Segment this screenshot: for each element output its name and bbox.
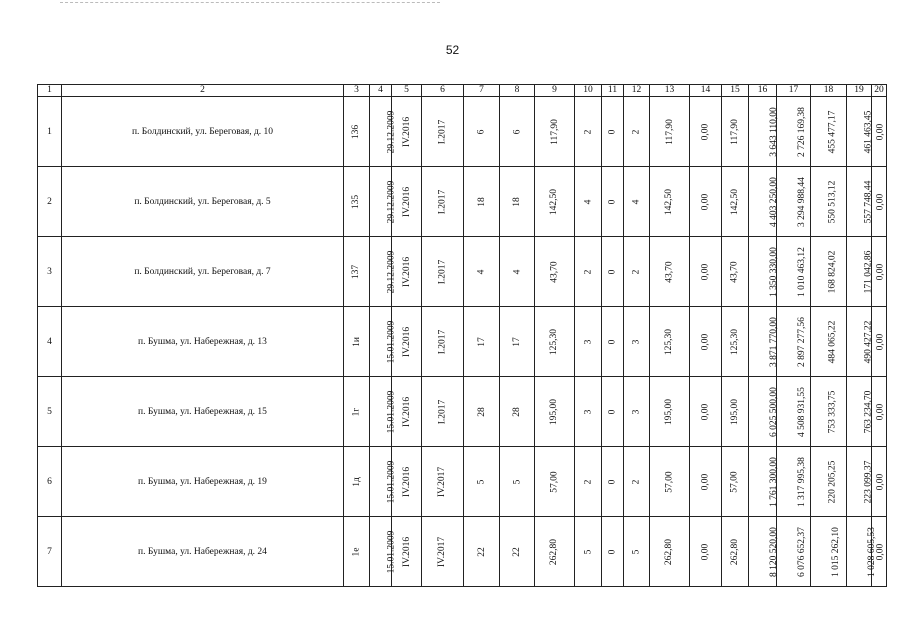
value-cell-col-18 — [811, 237, 847, 307]
value-cell-col-4 — [370, 377, 397, 447]
column-header: 19 — [847, 85, 872, 97]
value-cell-col-8 — [500, 517, 535, 587]
cell-value: 2 — [631, 129, 642, 134]
cell-value: 2 — [583, 269, 593, 274]
value-cell-col-20 — [872, 167, 887, 237]
value-cell-col-15 — [722, 377, 749, 447]
cell-value: I.2017 — [437, 329, 448, 354]
value-cell-col-19 — [847, 517, 877, 587]
value-cell-col-6 — [422, 447, 464, 517]
cell-value: 29.12.2009 — [386, 250, 397, 293]
cell-value: 43,70 — [549, 260, 560, 283]
cell-value: 6 — [512, 129, 522, 134]
column-header: 8 — [500, 85, 535, 97]
cell-value: 0,00 — [875, 543, 886, 560]
value-cell-col-14 — [690, 447, 722, 517]
cell-value: 15.01.2009 — [386, 320, 397, 363]
value-cell-col-20 — [872, 377, 887, 447]
value-cell-col-14 — [690, 167, 722, 237]
cell-value: 125,30 — [730, 328, 741, 355]
value-cell-col-13 — [650, 517, 690, 587]
cell-value: 0,00 — [700, 543, 711, 560]
cell-value: 3 — [583, 409, 593, 414]
value-cell-col-13 — [650, 167, 690, 237]
value-cell-col-17 — [777, 167, 811, 237]
cell-value: 168 824,02 — [827, 250, 838, 293]
value-cell-col-10 — [575, 237, 602, 307]
cell-value: 142,50 — [730, 188, 741, 215]
value-cell-col-10 — [575, 447, 602, 517]
value-cell-col-10 — [575, 377, 602, 447]
cell-value: 28 — [512, 406, 522, 417]
cell-value: 15.01.2009 — [386, 390, 397, 433]
cell-value: 6 025 500,00 — [768, 386, 779, 437]
value-cell-col-4 — [370, 97, 397, 167]
value-cell-col-8 — [500, 377, 535, 447]
cell-value: 43,70 — [730, 260, 740, 283]
table-row — [38, 97, 887, 167]
value-cell-col-14 — [690, 517, 722, 587]
value-cell-col-8 — [500, 167, 535, 237]
address-cell: п. Бушма, ул. Набережная, д. 13 — [62, 307, 344, 377]
cell-value: 4 — [512, 269, 522, 274]
cell-value: 4 — [631, 199, 642, 204]
value-cell-col-10 — [575, 517, 602, 587]
cell-value: 1д — [351, 476, 362, 487]
value-cell-col-9 — [535, 237, 575, 307]
value-cell-col-16 — [749, 377, 777, 447]
cell-value: 125,30 — [549, 328, 560, 355]
cell-value: IV.2016 — [402, 396, 413, 427]
value-cell-col-12 — [624, 97, 650, 167]
value-cell-col-17 — [777, 377, 811, 447]
column-header: 20 — [872, 85, 887, 97]
value-cell-col-9 — [535, 377, 575, 447]
cell-value: 0,00 — [700, 473, 711, 490]
cell-value: 6 076 652,37 — [796, 526, 807, 577]
cell-value: 57,00 — [549, 470, 560, 493]
value-cell-col-11 — [602, 307, 624, 377]
cell-value: 8 120 520,00 — [768, 526, 779, 577]
value-cell-col-6 — [422, 377, 464, 447]
value-cell-col-3 — [344, 167, 370, 237]
cell-value: 29.12.2009 — [386, 110, 397, 153]
cell-value: IV.2016 — [402, 256, 413, 287]
column-header: 1 — [38, 85, 62, 97]
cell-value: 18 — [476, 196, 487, 207]
cell-value: 461 463,45 — [863, 110, 874, 153]
value-cell-col-7 — [464, 167, 500, 237]
cell-value: 1 010 463,12 — [796, 246, 807, 297]
value-cell-col-3 — [344, 447, 370, 517]
housing-register-table — [37, 84, 887, 587]
cell-value: I.2017 — [437, 399, 448, 424]
cell-value: IV.2016 — [402, 466, 413, 497]
column-number-row — [38, 85, 887, 97]
cell-value: 29.12.2009 — [386, 180, 397, 223]
cell-value: 220 205,25 — [827, 460, 838, 503]
page-number: 52 — [445, 43, 460, 57]
column-header: 7 — [464, 85, 500, 97]
value-cell-col-7 — [464, 237, 500, 307]
value-cell-col-19 — [847, 237, 872, 307]
value-cell-col-8 — [500, 237, 535, 307]
cell-value: 0 — [607, 129, 618, 134]
cell-value: 5 — [476, 479, 487, 484]
cell-value: 4 — [476, 269, 487, 274]
cell-value: IV.2016 — [402, 536, 413, 567]
row-number-cell: 5 — [38, 377, 62, 447]
cell-value: 262,80 — [549, 538, 560, 565]
row-number-cell: 1 — [38, 97, 62, 167]
cell-value: 117,90 — [730, 118, 740, 145]
cell-value: 43,70 — [664, 260, 675, 283]
table-body — [38, 97, 887, 587]
value-cell-col-12 — [624, 237, 650, 307]
cell-value: 195,00 — [730, 398, 741, 425]
cell-value: 0,00 — [875, 123, 886, 140]
column-header: 3 — [344, 85, 370, 97]
cell-value: 1 761 300,00 — [768, 456, 779, 507]
value-cell-col-3 — [344, 237, 370, 307]
cell-value: 763 234,70 — [863, 390, 874, 433]
cell-value: 6 — [476, 129, 487, 134]
cell-value: 0,00 — [700, 333, 711, 350]
value-cell-col-14 — [690, 237, 722, 307]
value-cell-col-3 — [344, 307, 370, 377]
value-cell-col-6 — [422, 167, 464, 237]
cell-value: 5 — [631, 549, 642, 554]
cell-value: 223 099,37 — [863, 460, 874, 503]
address-cell: п. Бушма, ул. Набережная, д. 24 — [62, 517, 344, 587]
cell-value: 5 — [512, 479, 522, 484]
value-cell-col-3 — [344, 97, 370, 167]
cell-value: 3 — [631, 339, 642, 344]
value-cell-col-14 — [690, 97, 722, 167]
value-cell-col-4 — [370, 237, 397, 307]
cell-value: 0 — [607, 199, 618, 204]
cell-value: 1 317 995,38 — [796, 456, 807, 507]
value-cell-col-11 — [602, 237, 624, 307]
value-cell-col-19 — [847, 307, 872, 377]
cell-value: 22 — [512, 546, 522, 557]
value-cell-col-9 — [535, 517, 575, 587]
cell-value: 262,80 — [730, 538, 741, 565]
value-cell-col-12 — [624, 377, 650, 447]
value-cell-col-9 — [535, 97, 575, 167]
column-header: 11 — [602, 85, 624, 97]
value-cell-col-7 — [464, 517, 500, 587]
cell-value: 2 — [583, 479, 593, 484]
value-cell-col-8 — [500, 97, 535, 167]
column-header: 10 — [575, 85, 602, 97]
cell-value: IV.2016 — [402, 186, 413, 217]
cell-value: 550 513,12 — [827, 180, 838, 223]
value-cell-col-13 — [650, 447, 690, 517]
value-cell-col-13 — [650, 97, 690, 167]
value-cell-col-7 — [464, 377, 500, 447]
value-cell-col-3 — [344, 377, 370, 447]
value-cell-col-16 — [749, 167, 777, 237]
value-cell-col-12 — [624, 447, 650, 517]
column-header: 12 — [624, 85, 650, 97]
value-cell-col-11 — [602, 167, 624, 237]
address-cell: п. Бушма, ул. Набережная, д. 19 — [62, 447, 344, 517]
address-cell: п. Бушма, ул. Набережная, д. 15 — [62, 377, 344, 447]
value-cell-col-18 — [811, 377, 847, 447]
cell-value: 2 — [583, 129, 593, 134]
cell-value: 455 477,17 — [827, 110, 838, 153]
cell-value: 117,90 — [549, 118, 560, 145]
cell-value: IV.2017 — [437, 536, 448, 567]
value-cell-col-9 — [535, 167, 575, 237]
cell-value: 0,00 — [700, 193, 711, 210]
value-cell-col-20 — [872, 97, 887, 167]
value-cell-col-16 — [749, 447, 777, 517]
cell-value: 484 065,22 — [827, 320, 838, 363]
cell-value: 17 — [476, 336, 487, 347]
value-cell-col-9 — [535, 307, 575, 377]
address-cell: п. Болдинский, ул. Береговая, д. 10 — [62, 97, 344, 167]
column-header: 14 — [690, 85, 722, 97]
cell-value: IV.2017 — [437, 466, 448, 497]
table-row — [38, 237, 887, 307]
address-cell: п. Болдинский, ул. Береговая, д. 7 — [62, 237, 344, 307]
cell-value: 753 333,75 — [827, 390, 838, 433]
value-cell-col-6 — [422, 97, 464, 167]
cell-value: 117,90 — [664, 118, 675, 145]
row-number-cell: 4 — [38, 307, 62, 377]
cell-value: 2 — [631, 479, 642, 484]
value-cell-col-6 — [422, 517, 464, 587]
value-cell-col-18 — [811, 97, 847, 167]
value-cell-col-20 — [872, 447, 887, 517]
value-cell-col-3 — [344, 517, 370, 587]
cell-value: 0 — [607, 339, 618, 344]
value-cell-col-17 — [777, 517, 811, 587]
value-cell-col-15 — [722, 97, 749, 167]
cell-value: 125,30 — [664, 328, 675, 355]
cell-value: 0 — [607, 269, 618, 274]
value-cell-col-19 — [847, 97, 872, 167]
value-cell-col-8 — [500, 307, 535, 377]
value-cell-col-15 — [722, 517, 749, 587]
value-cell-col-15 — [722, 167, 749, 237]
cell-value: 17 — [512, 336, 522, 347]
column-header: 6 — [422, 85, 464, 97]
value-cell-col-7 — [464, 97, 500, 167]
value-cell-col-15 — [722, 307, 749, 377]
cell-value: 4 508 931,55 — [796, 386, 807, 437]
value-cell-col-8 — [500, 447, 535, 517]
value-cell-col-18 — [811, 517, 847, 587]
cell-value: 4 403 250,00 — [768, 176, 779, 227]
cell-value: 2 897 277,56 — [796, 316, 807, 367]
column-header: 17 — [777, 85, 811, 97]
cell-value: 3 871 770,00 — [768, 316, 779, 367]
cell-value: 2 — [631, 269, 642, 274]
cell-value: 1 028 605,53 — [866, 526, 877, 577]
cell-value: 3 — [583, 339, 593, 344]
value-cell-col-4 — [370, 517, 397, 587]
value-cell-col-16 — [749, 237, 777, 307]
value-cell-col-11 — [602, 97, 624, 167]
value-cell-col-12 — [624, 307, 650, 377]
row-number-cell: 2 — [38, 167, 62, 237]
value-cell-col-18 — [811, 447, 847, 517]
value-cell-col-15 — [722, 237, 749, 307]
cell-value: 0,00 — [700, 403, 711, 420]
value-cell-col-10 — [575, 307, 602, 377]
cell-value: I.2017 — [437, 119, 448, 144]
value-cell-col-11 — [602, 377, 624, 447]
cell-value: 1е — [351, 547, 362, 556]
scan-edge-rule — [60, 2, 440, 3]
table-row — [38, 377, 887, 447]
cell-value: 0 — [607, 479, 618, 484]
value-cell-col-6 — [422, 237, 464, 307]
cell-value: 137 — [351, 264, 362, 279]
cell-value: 5 — [583, 549, 593, 554]
value-cell-col-6 — [422, 307, 464, 377]
cell-value: 262,80 — [664, 538, 675, 565]
value-cell-col-17 — [777, 97, 811, 167]
cell-value: 4 — [583, 199, 593, 204]
address-cell: п. Болдинский, ул. Береговая, д. 5 — [62, 167, 344, 237]
value-cell-col-16 — [749, 97, 777, 167]
table-row — [38, 307, 887, 377]
cell-value: 1г — [351, 407, 362, 416]
column-header: 2 — [62, 85, 344, 97]
value-cell-col-16 — [749, 307, 777, 377]
value-cell-col-13 — [650, 377, 690, 447]
value-cell-col-13 — [650, 307, 690, 377]
cell-value: 0,00 — [875, 263, 886, 280]
cell-value: 171 042,86 — [863, 250, 874, 293]
value-cell-col-14 — [690, 377, 722, 447]
cell-value: 57,00 — [664, 470, 675, 493]
cell-value: 1и — [351, 336, 362, 347]
value-cell-col-19 — [847, 377, 872, 447]
value-cell-col-18 — [811, 167, 847, 237]
value-cell-col-7 — [464, 307, 500, 377]
cell-value: 557 748,44 — [863, 180, 874, 223]
value-cell-col-4 — [370, 447, 397, 517]
cell-value: I.2017 — [437, 259, 448, 284]
cell-value: 3 643 110,00 — [768, 106, 779, 157]
value-cell-col-11 — [602, 447, 624, 517]
row-number-cell: 7 — [38, 517, 62, 587]
cell-value: I.2017 — [437, 189, 448, 214]
cell-value: 18 — [512, 196, 522, 207]
value-cell-col-11 — [602, 517, 624, 587]
value-cell-col-19 — [847, 447, 872, 517]
cell-value: 195,00 — [664, 398, 675, 425]
table-row — [38, 167, 887, 237]
cell-value: 1 350 330,00 — [768, 246, 779, 297]
cell-value: 490 427,22 — [863, 320, 874, 363]
table-row — [38, 447, 887, 517]
value-cell-col-15 — [722, 447, 749, 517]
cell-value: 142,50 — [549, 188, 560, 215]
value-cell-col-19 — [847, 167, 872, 237]
cell-value: 135 — [351, 194, 362, 209]
value-cell-col-12 — [624, 167, 650, 237]
column-header: 9 — [535, 85, 575, 97]
cell-value: 3 — [631, 409, 642, 414]
cell-value: 0,00 — [875, 473, 886, 490]
column-header: 16 — [749, 85, 777, 97]
value-cell-col-4 — [370, 307, 397, 377]
column-header: 15 — [722, 85, 749, 97]
cell-value: 0,00 — [875, 333, 886, 350]
cell-value: 28 — [476, 406, 487, 417]
value-cell-col-17 — [777, 307, 811, 377]
cell-value: IV.2016 — [402, 116, 413, 147]
cell-value: 0,00 — [875, 193, 886, 210]
cell-value: 0,00 — [875, 403, 886, 420]
column-header: 18 — [811, 85, 847, 97]
value-cell-col-16 — [749, 517, 777, 587]
column-header: 5 — [392, 85, 422, 97]
value-cell-col-9 — [535, 447, 575, 517]
value-cell-col-20 — [872, 307, 887, 377]
cell-value: 22 — [476, 546, 487, 557]
value-cell-col-12 — [624, 517, 650, 587]
value-cell-col-4 — [370, 167, 397, 237]
value-cell-col-17 — [777, 237, 811, 307]
cell-value: 0 — [607, 409, 618, 414]
row-number-cell: 3 — [38, 237, 62, 307]
column-header: 13 — [650, 85, 690, 97]
cell-value: 0 — [607, 549, 618, 554]
table-row — [38, 517, 887, 587]
cell-value: 0,00 — [700, 263, 711, 280]
cell-value: 3 294 988,44 — [796, 176, 807, 227]
cell-value: 1 015 262,10 — [830, 526, 841, 577]
row-number-cell: 6 — [38, 447, 62, 517]
cell-value: 15.01.2009 — [386, 460, 397, 503]
value-cell-col-18 — [811, 307, 847, 377]
cell-value: 142,50 — [664, 188, 675, 215]
cell-value: 15.01.2009 — [386, 530, 397, 573]
value-cell-col-10 — [575, 97, 602, 167]
value-cell-col-17 — [777, 447, 811, 517]
cell-value: 57,00 — [730, 470, 740, 493]
value-cell-col-20 — [872, 237, 887, 307]
cell-value: 136 — [351, 124, 362, 139]
cell-value: IV.2016 — [402, 326, 413, 357]
value-cell-col-13 — [650, 237, 690, 307]
cell-value: 0,00 — [700, 123, 711, 140]
column-header: 4 — [370, 85, 392, 97]
cell-value: 2 726 169,38 — [796, 106, 807, 157]
cell-value: 195,00 — [549, 398, 560, 425]
value-cell-col-10 — [575, 167, 602, 237]
value-cell-col-14 — [690, 307, 722, 377]
value-cell-col-7 — [464, 447, 500, 517]
